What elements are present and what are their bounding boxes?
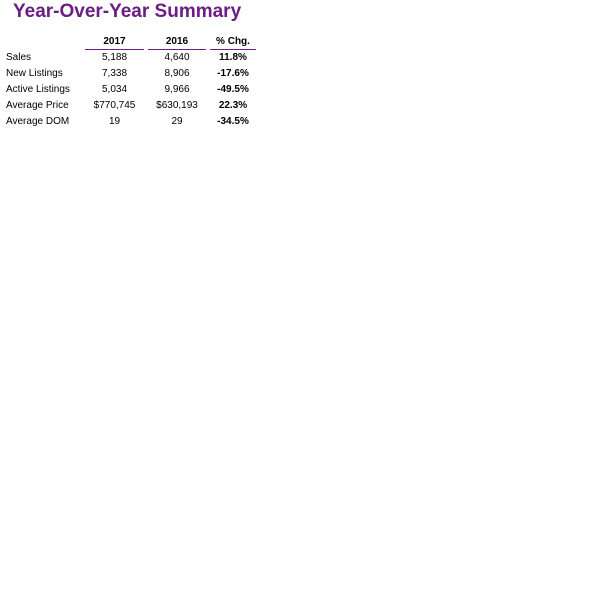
header-2017: 2017 xyxy=(85,35,144,50)
value-2017: $770,745 xyxy=(93,100,136,111)
value-2017: 19 xyxy=(108,116,121,127)
table-header-row xyxy=(3,35,256,50)
value-pct-chg: 22.3% xyxy=(218,100,248,111)
value-pct-chg: -49.5% xyxy=(217,84,249,95)
value-2017: 5,034 xyxy=(101,84,128,95)
value-pct-chg: -34.5% xyxy=(217,116,249,127)
header-pct-chg: % Chg. xyxy=(210,35,256,50)
header-blank-cell xyxy=(3,35,85,50)
value-pct-chg: -17.6% xyxy=(217,68,249,79)
page-title: Year-Over-Year Summary xyxy=(13,1,242,22)
row-label: Average Price xyxy=(6,100,69,111)
value-2016: 4,640 xyxy=(164,52,190,63)
row-label: New Listings xyxy=(6,68,63,79)
summary-table xyxy=(3,35,256,130)
table-row xyxy=(3,66,256,82)
value-2016: 9,966 xyxy=(164,84,190,95)
value-2016: $630,193 xyxy=(156,100,198,111)
table-row xyxy=(3,50,256,67)
table-row xyxy=(3,114,256,130)
value-2017: 7,338 xyxy=(101,68,128,79)
table-row xyxy=(3,98,256,114)
value-2016: 29 xyxy=(171,116,183,127)
value-2016: 8,906 xyxy=(164,68,190,79)
row-label: Sales xyxy=(6,51,32,63)
value-pct-chg: 11.8% xyxy=(219,52,247,63)
row-label: Active Listings xyxy=(6,84,70,95)
value-2017: 5,188 xyxy=(101,52,128,63)
row-label: Average DOM xyxy=(6,116,70,127)
table-row xyxy=(3,82,256,98)
header-2016: 2016 xyxy=(148,35,206,50)
